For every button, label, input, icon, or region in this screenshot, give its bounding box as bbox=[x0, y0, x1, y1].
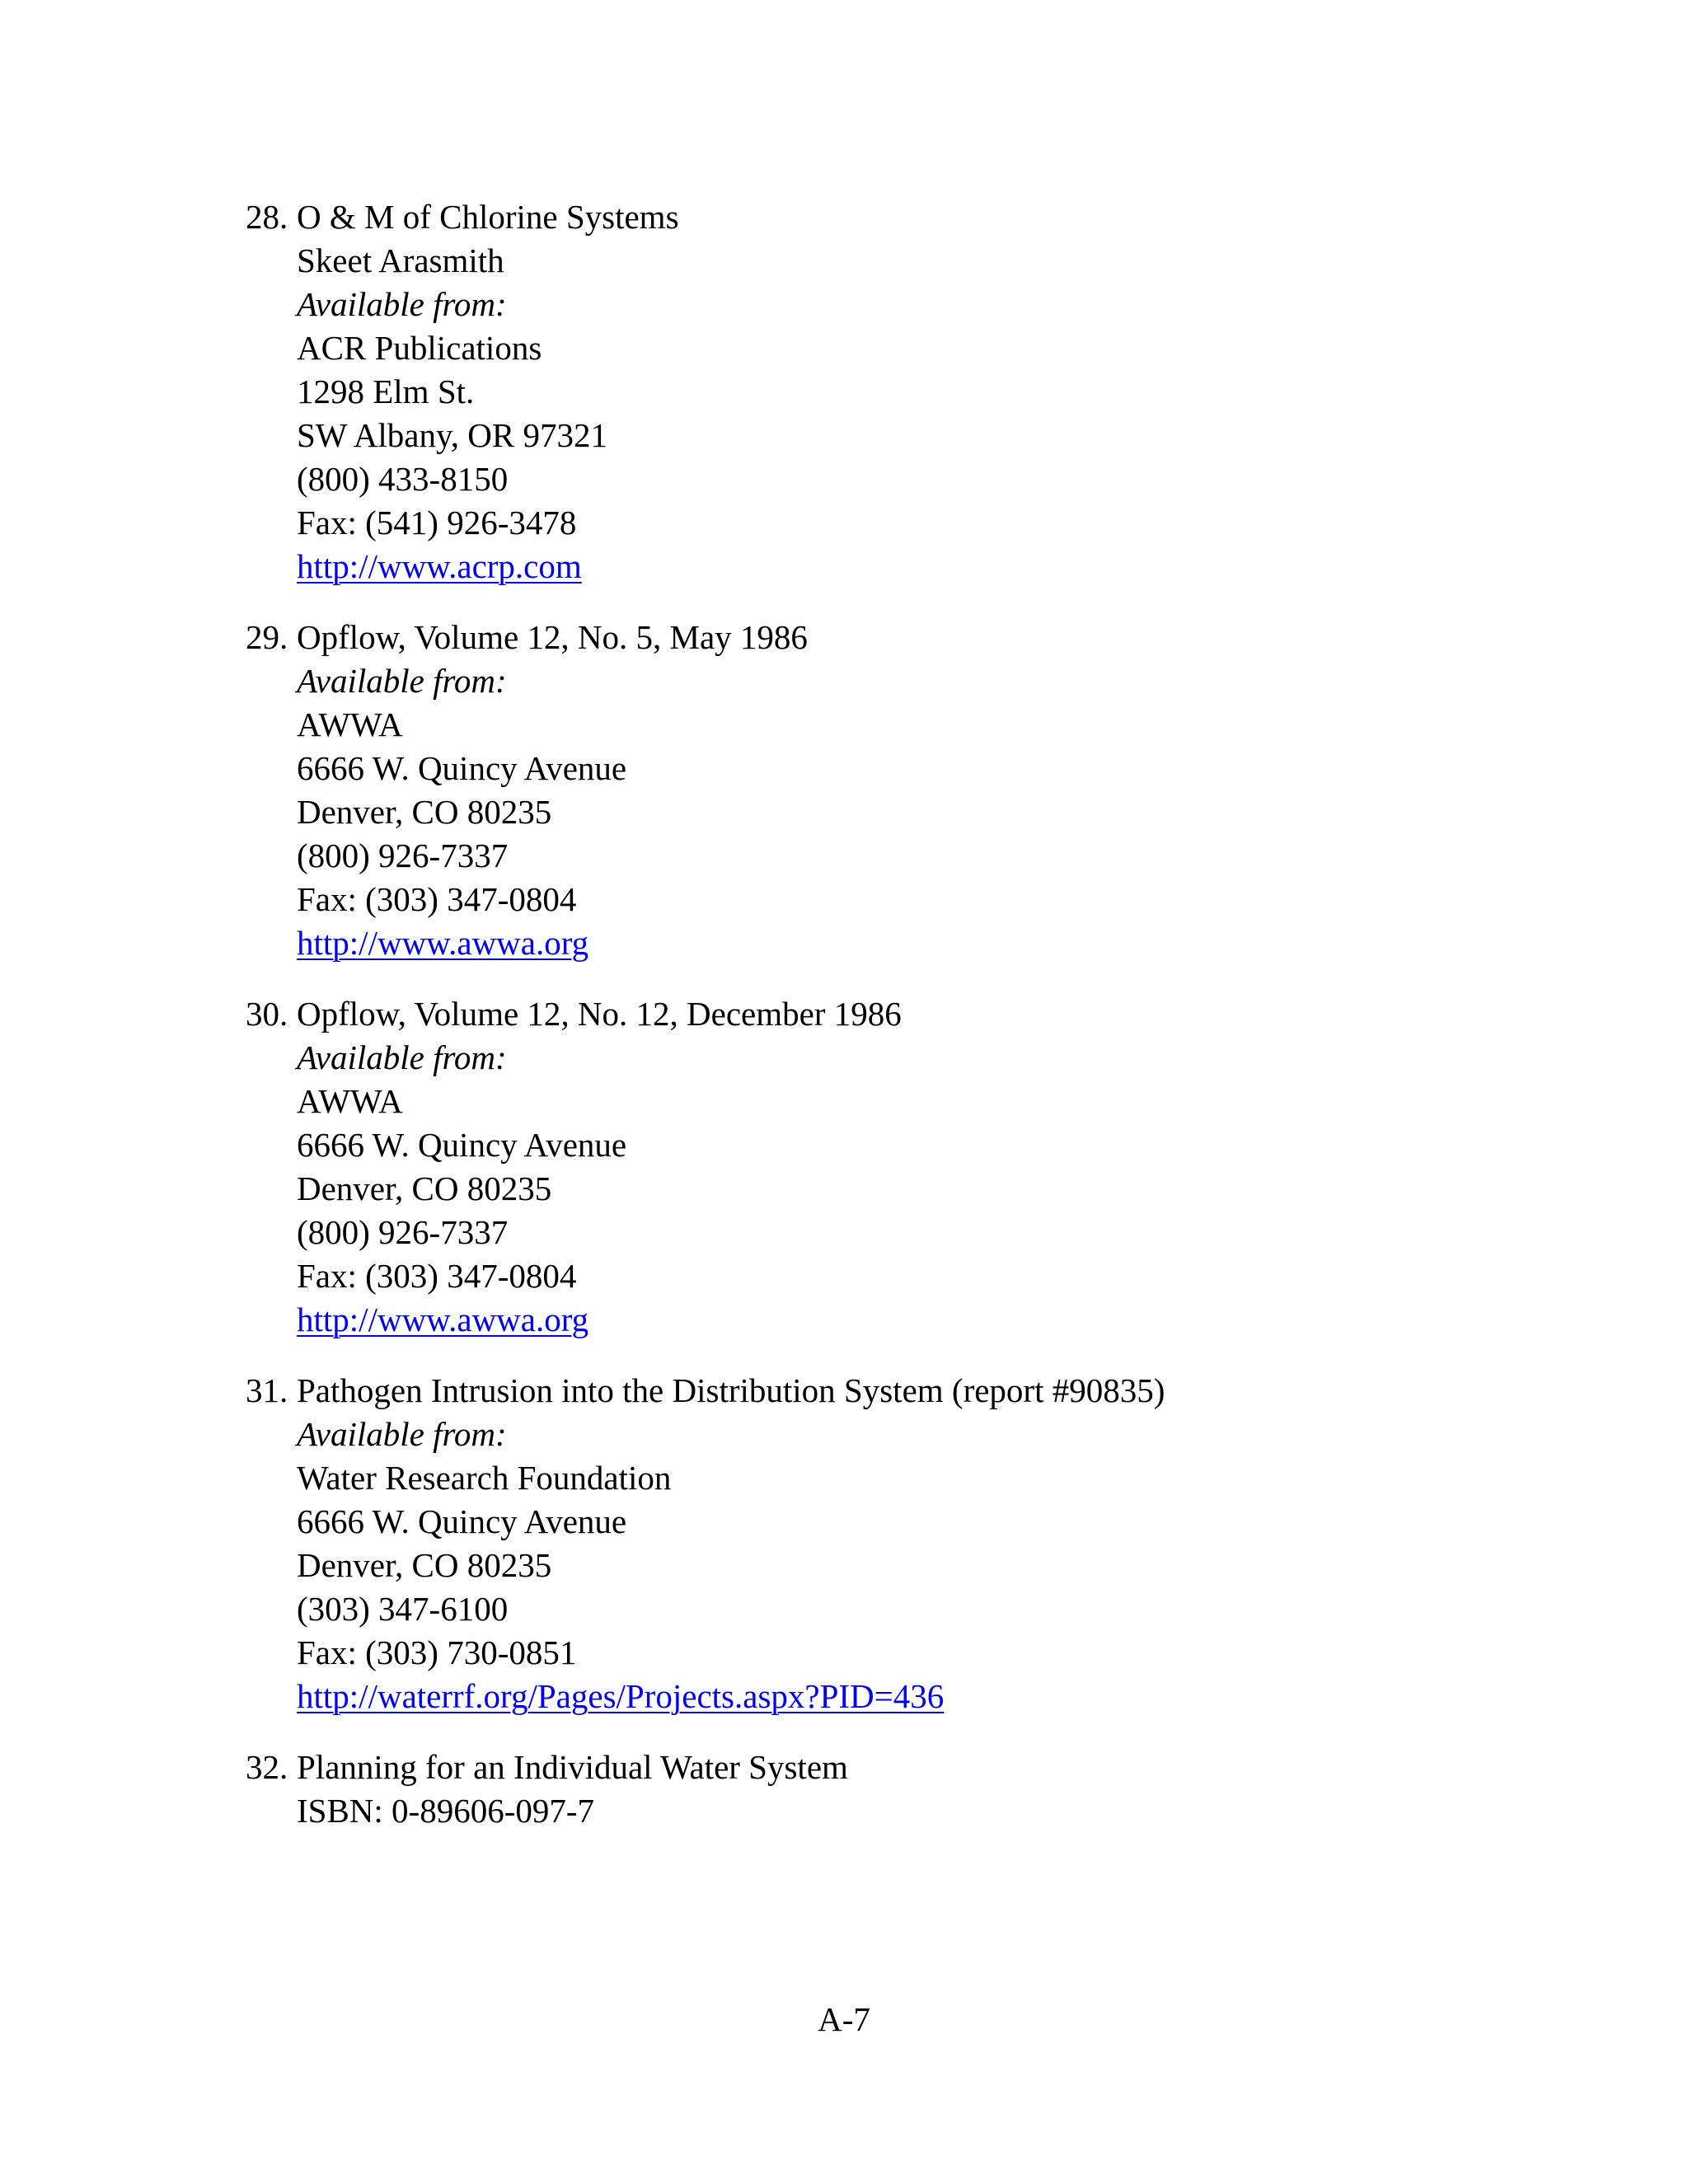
entry-title: Planning for an Individual Water System bbox=[297, 1748, 848, 1786]
entry-city: Denver, CO 80235 bbox=[297, 1169, 552, 1207]
entry-fax: Fax: (303) 347-0804 bbox=[297, 880, 577, 918]
entry-publisher: Water Research Foundation bbox=[297, 1459, 672, 1497]
entry-fax: Fax: (541) 926-3478 bbox=[297, 504, 577, 541]
entry-fax: Fax: (303) 347-0804 bbox=[297, 1257, 577, 1295]
reference-entry-31 bbox=[246, 1369, 1564, 1718]
available-from-label: Available from: bbox=[297, 1038, 507, 1076]
entry-phone: (800) 926-7337 bbox=[297, 837, 509, 874]
entry-address: 1298 Elm St. bbox=[297, 373, 475, 410]
entry-number: 30. bbox=[246, 995, 288, 1033]
reference-entry-32 bbox=[246, 1746, 1564, 1833]
entry-url-link[interactable]: http://www.awwa.org bbox=[297, 924, 589, 962]
entry-publisher: ACR Publications bbox=[297, 329, 542, 367]
entry-url-link[interactable]: http://www.acrp.com bbox=[297, 547, 582, 585]
entry-title: Pathogen Intrusion into the Distribution System (report #90835) bbox=[297, 1371, 1165, 1409]
reference-list bbox=[246, 195, 1564, 1860]
entry-url-link[interactable]: http://waterrf.org/Pages/Projects.aspx?PID=436 bbox=[297, 1677, 945, 1715]
reference-entry-28 bbox=[246, 195, 1564, 588]
available-from-label: Available from: bbox=[297, 662, 507, 700]
entry-number: 29. bbox=[246, 618, 288, 656]
entry-url-link[interactable]: http://www.awwa.org bbox=[297, 1301, 589, 1338]
entry-phone: (800) 926-7337 bbox=[297, 1213, 509, 1251]
entry-number: 31. bbox=[246, 1371, 288, 1409]
available-from-label: Available from: bbox=[297, 285, 507, 323]
entry-city: Denver, CO 80235 bbox=[297, 1546, 552, 1584]
entry-publisher: AWWA bbox=[297, 1082, 403, 1120]
entry-publisher: AWWA bbox=[297, 705, 403, 743]
entry-city: Denver, CO 80235 bbox=[297, 793, 552, 831]
entry-address: 6666 W. Quincy Avenue bbox=[297, 1126, 627, 1164]
entry-address: 6666 W. Quincy Avenue bbox=[297, 749, 627, 787]
entry-title: Opflow, Volume 12, No. 5, May 1986 bbox=[297, 618, 808, 656]
reference-entry-29 bbox=[246, 616, 1564, 965]
entry-city: SW Albany, OR 97321 bbox=[297, 416, 607, 454]
entry-author: Skeet Arasmith bbox=[297, 241, 504, 279]
entry-number: 32. bbox=[246, 1748, 288, 1786]
entry-title: Opflow, Volume 12, No. 12, December 1986 bbox=[297, 995, 902, 1033]
entry-title: O & M of Chlorine Systems bbox=[297, 198, 679, 236]
entry-phone: (800) 433-8150 bbox=[297, 460, 509, 498]
page-number: A-7 bbox=[818, 2000, 870, 2038]
available-from-label: Available from: bbox=[297, 1415, 507, 1453]
entry-phone: (303) 347-6100 bbox=[297, 1590, 509, 1628]
entry-fax: Fax: (303) 730-0851 bbox=[297, 1633, 577, 1671]
entry-number: 28. bbox=[246, 198, 288, 236]
reference-entry-30 bbox=[246, 992, 1564, 1342]
entry-isbn: ISBN: 0-89606-097-7 bbox=[297, 1792, 595, 1830]
entry-address: 6666 W. Quincy Avenue bbox=[297, 1502, 627, 1540]
